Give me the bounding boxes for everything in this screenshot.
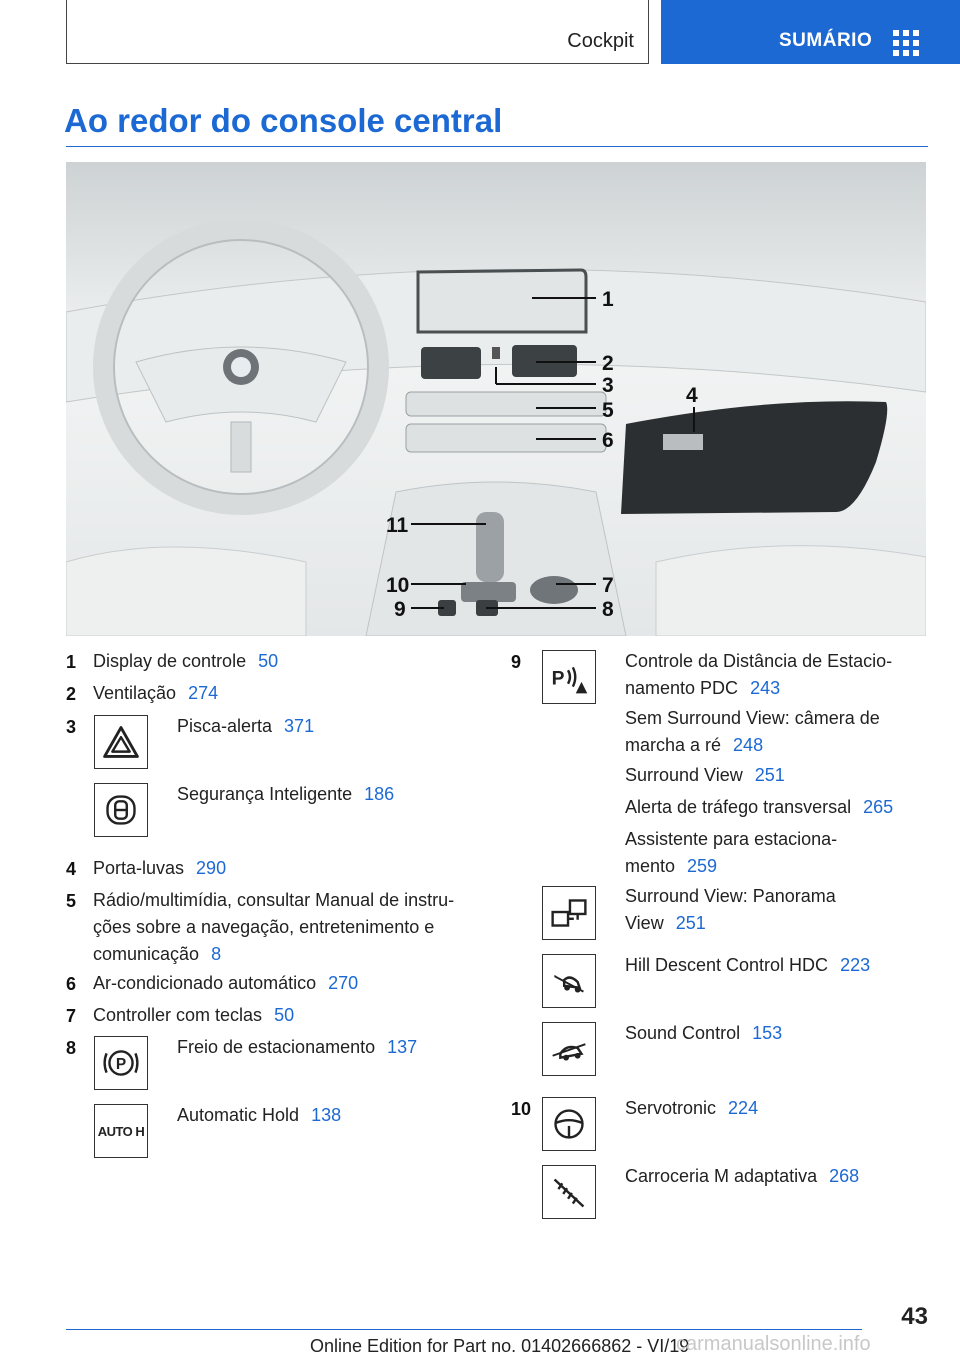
list-item: Automatic Hold 138 (177, 1105, 342, 1125)
item-number: 5 (66, 891, 77, 911)
grid-menu-icon[interactable] (893, 30, 919, 52)
watermark: carmanualsonline.info (676, 1333, 871, 1355)
callout-8: 8 (602, 598, 614, 621)
page-link[interactable]: 270 (328, 973, 359, 993)
svg-text:-: - (553, 970, 557, 981)
list-item: Surround View: Panorama View 251 (625, 886, 836, 933)
title-divider (66, 146, 928, 147)
panorama-view-icon (542, 886, 596, 940)
list-item: Segurança Inteligente 186 (177, 784, 395, 804)
svg-text:P: P (551, 668, 565, 690)
page-link[interactable]: 251 (675, 913, 706, 933)
page-link[interactable]: 224 (728, 1098, 759, 1118)
list-item: Porta-luvas 290 (93, 858, 227, 878)
page-link[interactable]: 259 (687, 856, 718, 876)
callout-3: 3 (602, 374, 614, 397)
auto-hold-icon: AUTO H (94, 1104, 148, 1158)
page-link[interactable]: 153 (752, 1023, 783, 1043)
page-link[interactable]: 274 (188, 683, 219, 703)
list-item: Servotronic 224 (625, 1098, 759, 1118)
item-number: 8 (66, 1038, 77, 1058)
adaptive-suspension-icon (542, 1165, 596, 1219)
item-number: 6 (66, 974, 77, 994)
page-link[interactable]: 223 (840, 955, 871, 975)
list-item: Pisca-alerta 371 (177, 716, 315, 736)
list-item: Rádio/multimídia, consultar Manual de instru‐ ções sobre a navegação, entretenimento e comunicação 8 (93, 890, 455, 964)
list-item: Alerta de tráfego transversal 265 (625, 797, 894, 817)
item-number: 9 (511, 652, 522, 672)
page-title: Ao redor do console central (64, 102, 503, 139)
callout-11: 11 (386, 514, 409, 537)
page-link[interactable]: 137 (387, 1037, 418, 1057)
list-item: Freio de estacionamento 137 (177, 1037, 418, 1057)
page-link[interactable]: 186 (364, 784, 395, 804)
list-item: Controle da Distância de Estacio‐ namento PDC 243 (625, 651, 893, 698)
callout-10: 10 (386, 574, 410, 597)
list-item: Carroceria M adaptativa 268 (625, 1166, 860, 1186)
page-link[interactable]: 138 (311, 1105, 342, 1125)
list-item: Sem Surround View: câmera de marcha a ré 248 (625, 708, 880, 755)
page-link[interactable]: 50 (274, 1005, 295, 1025)
page-link[interactable]: 243 (750, 678, 781, 698)
footer-edition: Online Edition for Part no. 01402666862 - VI/19 (310, 1336, 690, 1356)
page-link[interactable]: 371 (284, 716, 315, 736)
item-number: 2 (66, 684, 77, 704)
callout-7: 7 (602, 574, 614, 597)
svg-text:P: P (115, 1055, 127, 1073)
callout-6: 6 (602, 429, 614, 452)
list-item: Ar-condicionado automático 270 (93, 973, 359, 993)
list-item: Display de controle 50 (93, 651, 279, 671)
callout-4: 4 (686, 384, 698, 407)
cockpit-drawing (66, 162, 926, 636)
item-number: 3 (66, 717, 77, 737)
list-item: Surround View 251 (625, 765, 785, 785)
callout-5: 5 (602, 399, 614, 422)
callout-1: 1 (602, 288, 614, 311)
header-section-tab (66, 0, 649, 64)
item-number: 10 (511, 1099, 532, 1119)
item-number: 7 (66, 1006, 77, 1026)
sound-control-icon (542, 1022, 596, 1076)
callout-2: 2 (602, 352, 614, 375)
page-link[interactable]: 248 (733, 735, 764, 755)
parking-brake-icon (94, 1036, 148, 1090)
list-item: Sound Control 153 (625, 1023, 783, 1043)
page-link[interactable]: 290 (196, 858, 227, 878)
item-number: 4 (66, 859, 77, 879)
page-link[interactable]: 268 (829, 1166, 860, 1186)
sumario-label: SUMÁRIO (779, 30, 873, 51)
intelligent-safety-icon (94, 783, 148, 837)
item-number: 1 (66, 652, 77, 672)
callout-9: 9 (394, 598, 406, 621)
page-link[interactable]: 8 (211, 944, 222, 964)
page-link[interactable]: 50 (258, 651, 279, 671)
hill-descent-icon (542, 954, 596, 1008)
page-number: 43 (901, 1303, 928, 1330)
list-item: Hill Descent Control HDC 223 (625, 955, 871, 975)
list-item: Assistente para estaciona‐ mento 259 (625, 829, 838, 876)
page-link[interactable]: 251 (754, 765, 785, 785)
page-link[interactable]: 265 (863, 797, 894, 817)
list-item: Controller com teclas 50 (93, 1005, 295, 1025)
cockpit-illustration (66, 162, 926, 636)
header-section-label: Cockpit (567, 30, 634, 52)
hazard-warning-icon (94, 715, 148, 769)
servotronic-icon (542, 1097, 596, 1151)
footer-divider (66, 1329, 862, 1330)
pdc-icon (542, 650, 596, 704)
list-item: Ventilação 274 (93, 683, 219, 703)
